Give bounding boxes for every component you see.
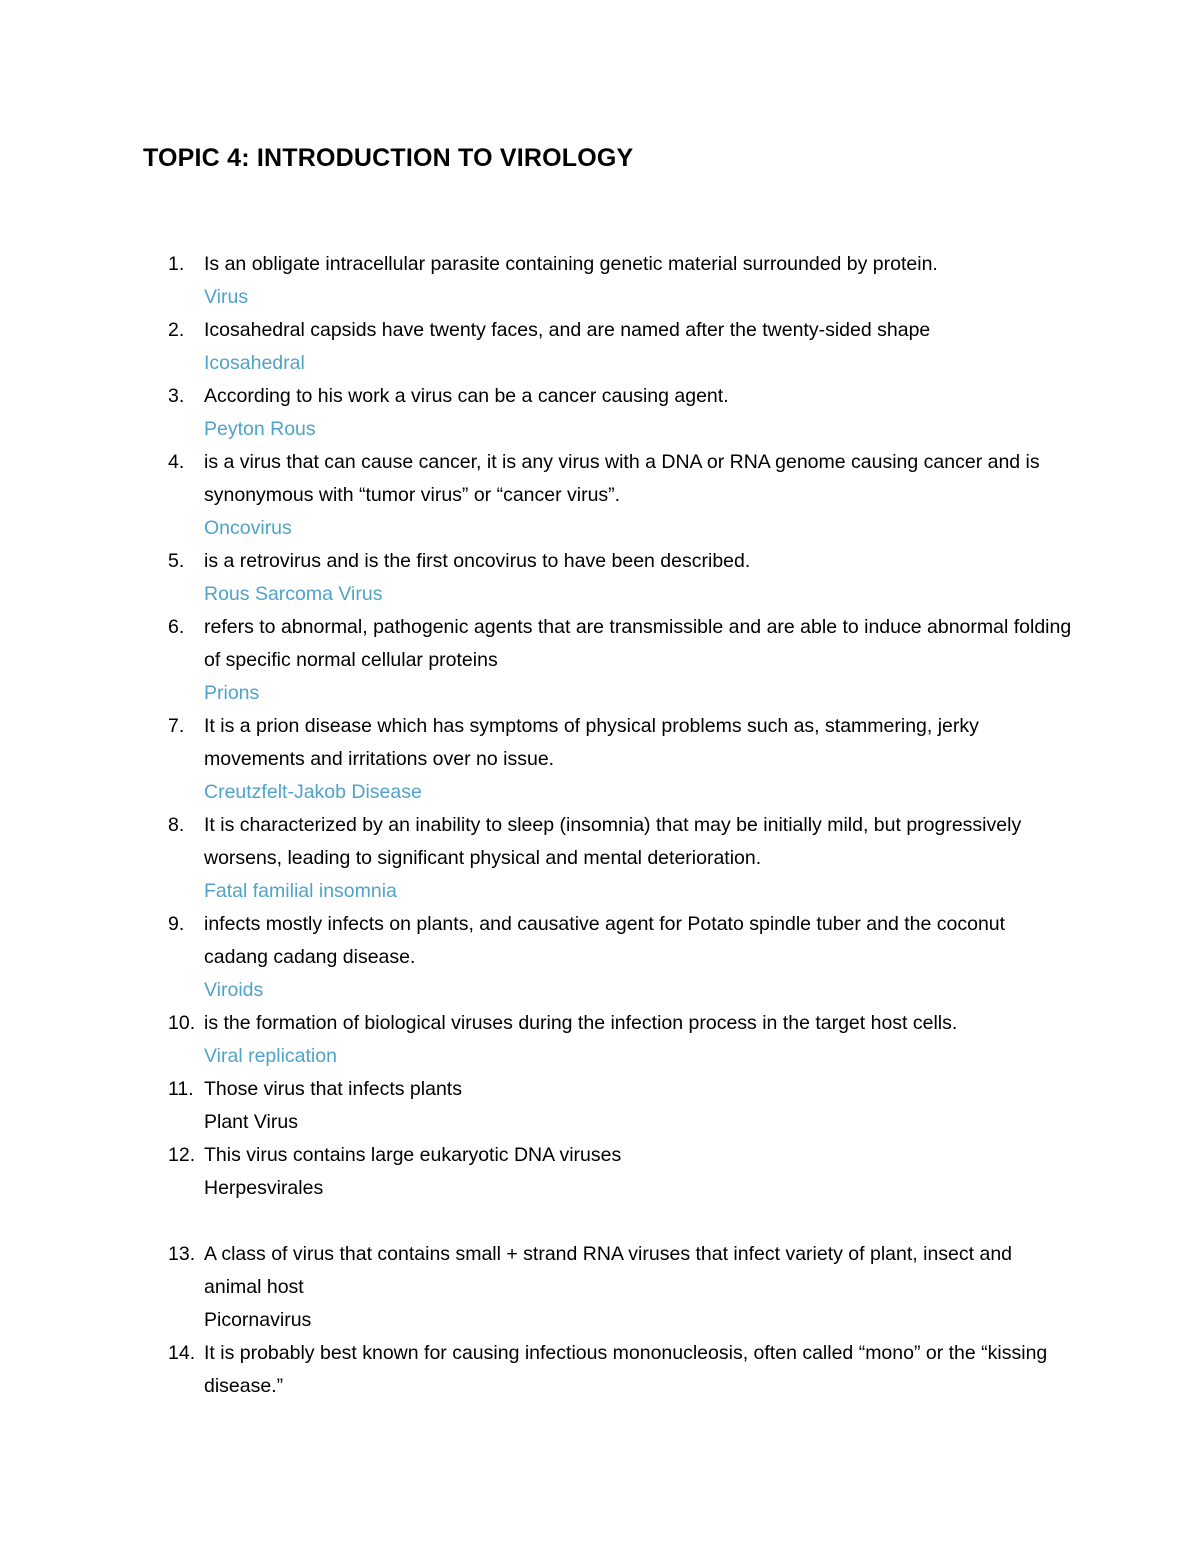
list-item bbox=[0, 248, 1074, 314]
list-item bbox=[0, 1073, 1074, 1139]
list-item bbox=[0, 1238, 1074, 1337]
item-number: 8. bbox=[168, 814, 185, 836]
list-item bbox=[0, 314, 1074, 380]
question-text: Is an obligate intracellular parasite containing genetic material surrounded by protein. bbox=[204, 253, 938, 275]
item-number: 1. bbox=[168, 253, 185, 275]
list-item bbox=[0, 1337, 1074, 1403]
list-item bbox=[0, 446, 1074, 545]
answer-text: Virus bbox=[204, 286, 249, 308]
item-number: 11. bbox=[168, 1078, 194, 1100]
answer-text: Creutzfelt-Jakob Disease bbox=[204, 781, 422, 803]
list-item bbox=[0, 908, 1074, 1007]
question-text: is the formation of biological viruses during the infection process in the target host cells. bbox=[204, 1012, 958, 1034]
list-item bbox=[0, 380, 1074, 446]
item-number: 2. bbox=[168, 319, 185, 341]
question-text: This virus contains large eukaryotic DNA viruses bbox=[204, 1144, 622, 1166]
item-number: 9. bbox=[168, 913, 185, 935]
list-item bbox=[0, 611, 1074, 710]
item-number: 14. bbox=[168, 1342, 196, 1364]
answer-text: Oncovirus bbox=[204, 517, 292, 539]
list-item bbox=[0, 1007, 1074, 1073]
question-text: It is characterized by an inability to sleep (insomnia) that may be initially mild, but progressively worsens, leading to significant physical and mental deterioration. bbox=[204, 814, 1022, 869]
answer-text: Peyton Rous bbox=[204, 418, 316, 440]
question-text: A class of virus that contains small + strand RNA viruses that infect variety of plant, insect and animal host bbox=[204, 1243, 1013, 1298]
list-item bbox=[0, 809, 1074, 908]
answer-text: Herpesvirales bbox=[204, 1177, 324, 1199]
answer-text: Icosahedral bbox=[204, 352, 305, 374]
page-title: TOPIC 4: INTRODUCTION TO VIROLOGY bbox=[143, 144, 634, 172]
question-text: is a virus that can cause cancer, it is any virus with a DNA or RNA genome causing cancer and is synonymous with “tumor virus” or “cancer virus”. bbox=[204, 451, 1040, 506]
item-number: 10. bbox=[168, 1012, 196, 1034]
list-item bbox=[0, 1139, 1074, 1205]
question-text: It is a prion disease which has symptoms of physical problems such as, stammering, jerky movements and irritations over no issue. bbox=[204, 715, 979, 770]
item-number: 5. bbox=[168, 550, 185, 572]
question-text: Icosahedral capsids have twenty faces, and are named after the twenty-sided shape bbox=[204, 319, 931, 341]
answer-text: Viroids bbox=[204, 979, 264, 1001]
question-list bbox=[0, 248, 1200, 1403]
answer-text: Prions bbox=[204, 682, 260, 704]
question-text: is a retrovirus and is the first oncovirus to have been described. bbox=[204, 550, 751, 572]
answer-text: Fatal familial insomnia bbox=[204, 880, 397, 902]
item-number: 12. bbox=[168, 1144, 196, 1166]
answer-text: Rous Sarcoma Virus bbox=[204, 583, 383, 605]
item-number: 13. bbox=[168, 1243, 196, 1265]
question-text: Those virus that infects plants bbox=[204, 1078, 462, 1100]
question-text: According to his work a virus can be a cancer causing agent. bbox=[204, 385, 729, 407]
item-number: 7. bbox=[168, 715, 185, 737]
question-text: It is probably best known for causing infectious mononucleosis, often called “mono” or the “kissing disease.” bbox=[204, 1342, 1048, 1397]
answer-text: Viral replication bbox=[204, 1045, 337, 1067]
item-number: 4. bbox=[168, 451, 185, 473]
question-text: refers to abnormal, pathogenic agents that are transmissible and are able to induce abnormal folding of specific normal cellular proteins bbox=[204, 616, 1072, 671]
item-number: 6. bbox=[168, 616, 185, 638]
item-number: 3. bbox=[168, 385, 185, 407]
list-item bbox=[0, 545, 1074, 611]
answer-text: Plant Virus bbox=[204, 1111, 298, 1133]
question-text: infects mostly infects on plants, and causative agent for Potato spindle tuber and the coconut cadang cadang disease. bbox=[204, 913, 1006, 968]
list-item bbox=[0, 710, 1074, 809]
answer-text: Picornavirus bbox=[204, 1309, 312, 1331]
